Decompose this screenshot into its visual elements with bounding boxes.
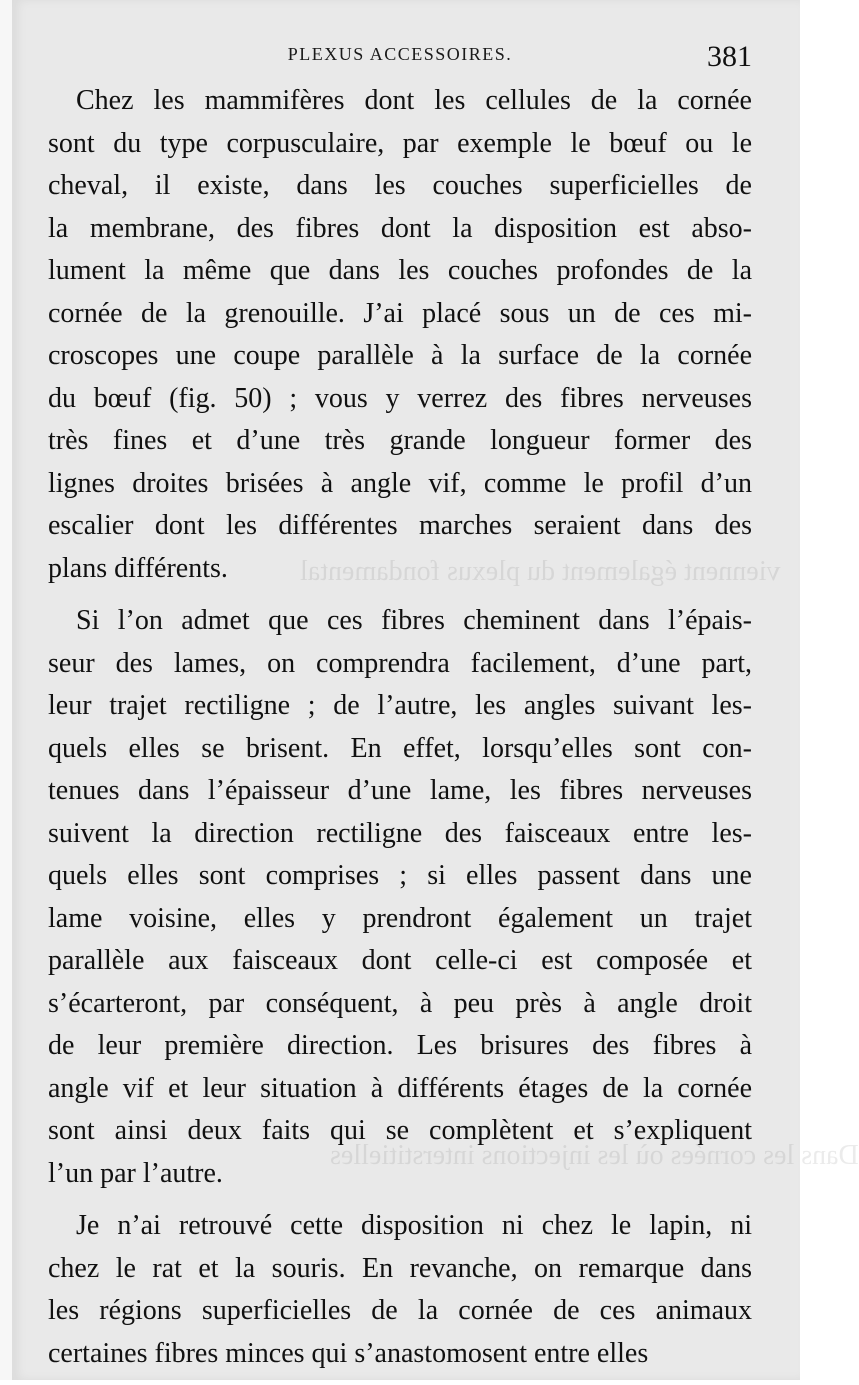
body-text [48,80,752,1385]
text-line: angle vif et leur situation à différents étages de la cornée [48,1072,752,1104]
text-line: croscopes une coupe parallèle à la surface de la cornée [48,340,752,371]
page-left-margin [0,0,12,1380]
text-line: Chez les mammifères dont les cellules de la cornée [76,85,752,116]
running-head: PLEXUS ACCESSOIRES. [287,44,513,64]
text-line: leur trajet rectiligne ; de l’autre, les angles suivant les- [48,690,752,721]
text-line: très fines et d’une très grande longueur former des [48,425,752,456]
page-number: 381 [707,40,752,73]
text-line: quels elles sont comprises ; si elles passent dans une [48,860,752,891]
text-line: l’un par l’autre. [48,1157,223,1189]
text-line: les régions superficielles de la cornée de ces animaux [48,1295,752,1326]
paragraph [48,1205,752,1375]
text-line: chez le rat et la souris. En revanche, on remarque dans [48,1252,752,1284]
text-line: s’écarteront, par conséquent, à peu près à angle droit [48,987,752,1019]
paragraph [48,600,752,1195]
bleed-through-text-2: Dans [801,1140,859,1171]
text-line: certaines fibres minces qui s’anastomosent entre elles [48,1337,649,1369]
text-line: du bœuf (fig. 50) ; vous y verrez des fibres nerveuses [48,382,752,414]
text-line: Si l’on admet que ces fibres cheminent dans l’épais- [76,605,752,636]
text-line: lignes droites brisées à angle vif, comme le profil d’un [48,467,752,499]
text-line: cheval, il existe, dans les couches superficielles de [48,170,752,201]
page-header [48,40,752,80]
text-line: Je n’ai retrouvé cette disposition ni chez le lapin, ni [76,1210,752,1241]
text-line: plans différents. [48,552,228,584]
text-line: suivent la direction rectiligne des faisceaux entre les- [48,817,752,849]
text-line: de leur première direction. Les brisures des fibres à [48,1030,752,1061]
text-line: lame voisine, elles y prendront également un trajet [48,902,752,934]
text-line: la membrane, des fibres dont la disposition est abso- [48,212,752,244]
text-line: cornée de la grenouille. J’ai placé sous un de ces mi- [48,297,752,329]
text-line: tenues dans l’épaisseur d’une lame, les fibres nerveuses [48,775,752,806]
text-line: sont du type corpusculaire, par exemple le bœuf ou le [48,127,752,159]
text-line: quels elles se brisent. En effet, lorsqu’elles sont con- [48,732,752,764]
text-line: seur des lames, on comprendra facilement, d’une part, [48,647,752,679]
paragraph [48,80,752,590]
text-line: escalier dont les différentes marches seraient dans des [48,510,752,541]
text-line: lument la même que dans les couches profondes de la [48,255,752,286]
text-line: parallèle aux faisceaux dont celle-ci est composée et [48,945,752,976]
text-line: sont ainsi deux faits qui se complètent et s’expliquent [48,1115,752,1146]
